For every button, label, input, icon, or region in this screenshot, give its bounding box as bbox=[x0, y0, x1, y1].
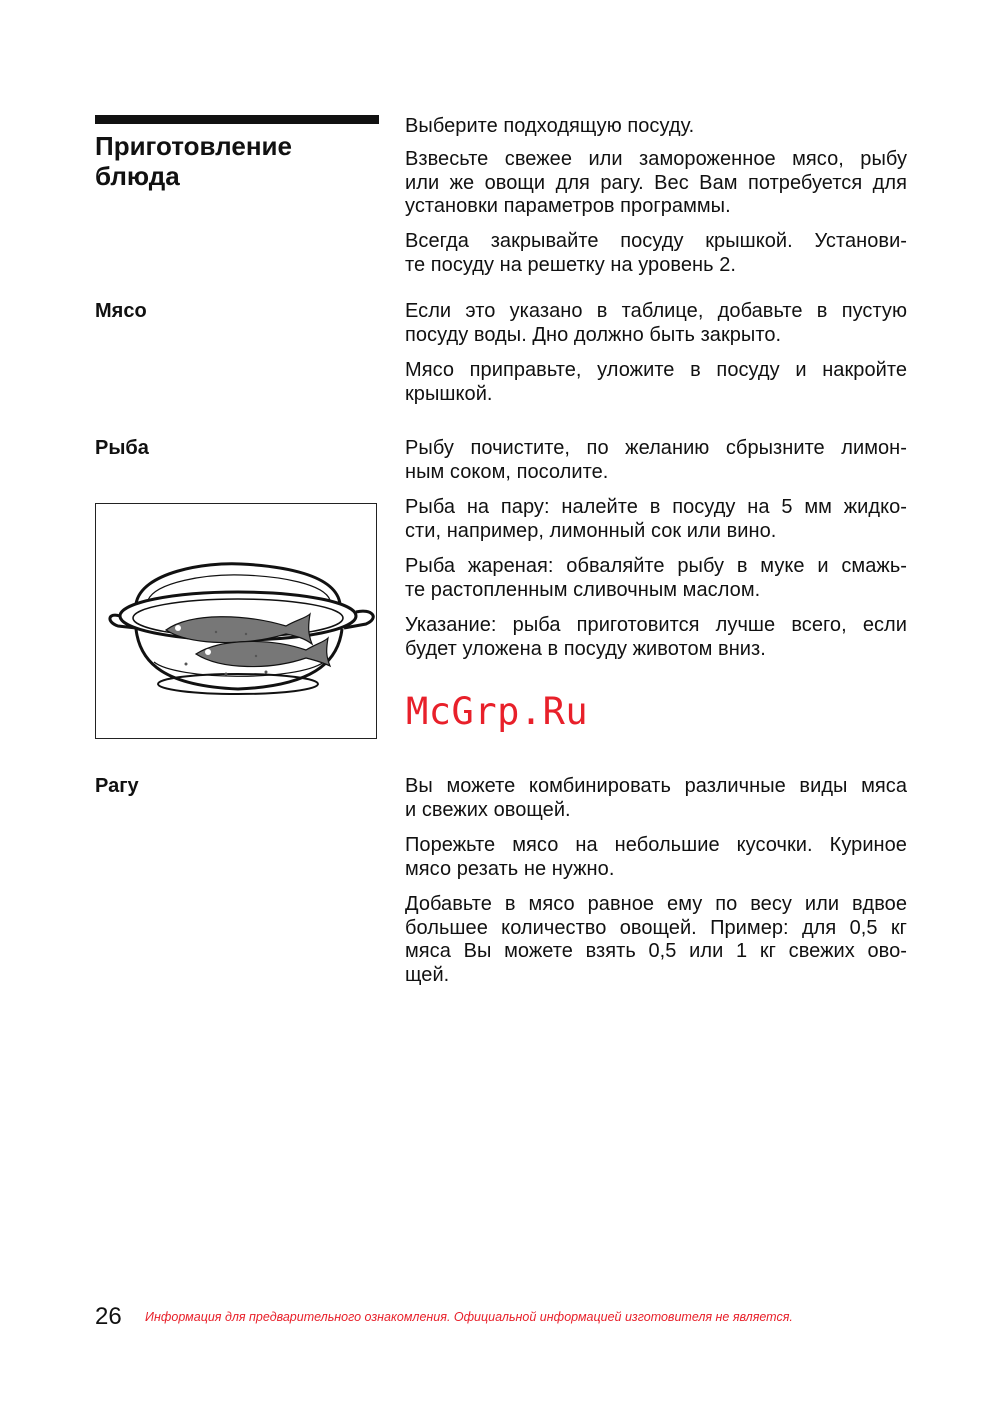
intro-paragraph bbox=[405, 230, 907, 277]
text-line: крышкой. bbox=[405, 382, 493, 405]
fish-paragraph bbox=[405, 437, 907, 484]
text-line: будет уложена в посуду животом вниз. bbox=[405, 637, 766, 660]
section-rule bbox=[95, 115, 379, 124]
ragout-paragraph bbox=[405, 893, 907, 987]
text-line: большее количество овощей. Пример: для 0,5 кг bbox=[405, 916, 907, 939]
text-line: установки параметров программы. bbox=[405, 195, 731, 217]
text-line: или же овощи для рагу. Вес Вам потребуется для bbox=[405, 171, 907, 194]
ragout-paragraph bbox=[405, 775, 907, 822]
covered-dish-illustration bbox=[95, 503, 377, 739]
text-line: мясо резать не нужно. bbox=[405, 857, 615, 880]
section-title bbox=[95, 131, 385, 191]
ragout-paragraph bbox=[405, 834, 907, 881]
meat-label: Мясо bbox=[95, 300, 147, 322]
text-line: Взвесьте свежее или замороженное мясо, рыбу bbox=[405, 148, 907, 170]
fish-paragraph bbox=[405, 496, 907, 543]
text-line: Если это указано в таблице, добавьте в пустую bbox=[405, 300, 907, 322]
watermark: McGrp.Ru bbox=[406, 690, 589, 733]
text-line: Всегда закрывайте посуду крышкой. Установи- bbox=[405, 230, 907, 252]
meat-paragraph bbox=[405, 300, 907, 347]
section-title-line: Приготовление bbox=[95, 131, 292, 161]
text-line: те растопленным сливочным маслом. bbox=[405, 578, 761, 601]
fish-paragraph bbox=[405, 614, 907, 661]
text-line: Порежьте мясо на небольшие кусочки. Куриное bbox=[405, 834, 907, 856]
dish-with-fish-drawing bbox=[96, 504, 376, 737]
meat-paragraph bbox=[405, 359, 907, 406]
text-line: Рыба на пару: налейте в посуду на 5 мм жидко- bbox=[405, 496, 907, 518]
footer-disclaimer: Информация для предварительного ознакомления. Официальной информацией изготовителя не является. bbox=[145, 1310, 793, 1324]
text-line: и свежих овощей. bbox=[405, 798, 571, 821]
text-line: Выберите подходящую посуду. bbox=[405, 115, 695, 137]
fish-label: Рыба bbox=[95, 437, 149, 459]
text-line: Вы можете комбинировать различные виды мяса bbox=[405, 775, 907, 797]
text-line: те посуду на решетку на уровень 2. bbox=[405, 253, 736, 276]
text-line: сти, например, лимонный сок или вино. bbox=[405, 519, 777, 542]
ragout-label: Рагу bbox=[95, 775, 139, 797]
intro-paragraph bbox=[405, 115, 907, 139]
text-line: ным соком, посолите. bbox=[405, 460, 609, 483]
intro-paragraph bbox=[405, 148, 907, 219]
text-line: Рыбу почистите, по желанию сбрызните лимон- bbox=[405, 437, 907, 459]
text-line: Мясо приправьте, уложите в посуду и накройте bbox=[405, 359, 907, 381]
text-line: посуду воды. Дно должно быть закрыто. bbox=[405, 323, 782, 346]
text-line: Добавьте в мясо равное ему по весу или вдвое bbox=[405, 893, 907, 915]
fish-paragraph bbox=[405, 555, 907, 602]
page-number: 26 bbox=[95, 1303, 122, 1330]
section-title-line: блюда bbox=[95, 161, 180, 191]
text-line: Указание: рыба приготовится лучше всего, если bbox=[405, 614, 907, 636]
text-line: щей. bbox=[405, 963, 450, 986]
text-line: мяса Вы можете взять 0,5 или 1 кг свежих ово- bbox=[405, 940, 907, 962]
text-line: Рыба жареная: обваляйте рыбу в муке и смажь- bbox=[405, 555, 907, 577]
